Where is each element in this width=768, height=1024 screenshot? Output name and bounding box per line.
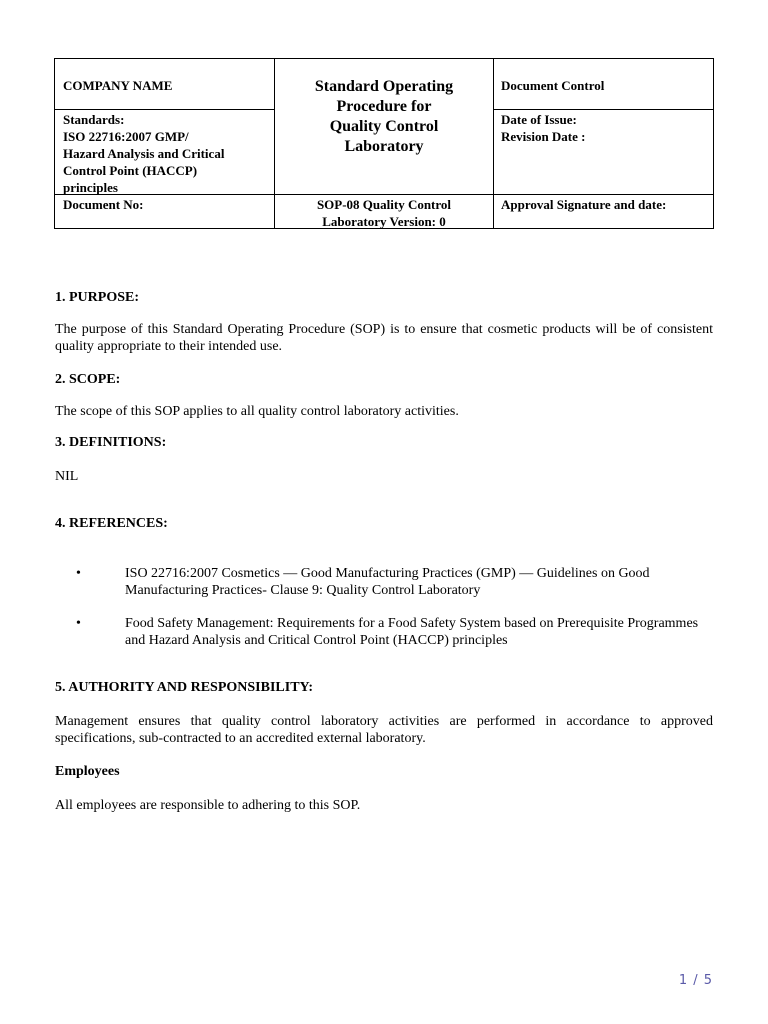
document-header-table bbox=[54, 58, 714, 229]
bullet: • bbox=[76, 616, 81, 631]
list-item bbox=[55, 615, 713, 649]
section-heading-references: 4. REFERENCES: bbox=[55, 516, 168, 531]
table-divider bbox=[493, 59, 494, 228]
standards-line: principles bbox=[63, 180, 118, 195]
sop-line: Laboratory Version: 0 bbox=[322, 214, 446, 229]
title-line: Procedure for bbox=[336, 98, 432, 115]
standards-line: ISO 22716:2007 GMP/ bbox=[63, 129, 189, 144]
subheading-employees: Employees bbox=[55, 764, 120, 779]
definitions-text: NIL bbox=[55, 469, 79, 484]
revision-date-label: Revision Date : bbox=[501, 129, 586, 144]
approval-cell: Approval Signature and date: bbox=[501, 197, 667, 212]
table-divider bbox=[55, 109, 274, 110]
title-line: Quality Control bbox=[329, 118, 439, 135]
document-body bbox=[55, 289, 713, 814]
standards-cell bbox=[63, 111, 273, 196]
purpose-text: The purpose of this Standard Operating Procedure (SOP) is to ensure that cosmetic products will be of consistent quality appropriate to their intended use. bbox=[55, 322, 713, 354]
section-heading-purpose: 1. PURPOSE: bbox=[55, 290, 139, 305]
page-indicator: 1 / 5 bbox=[678, 973, 713, 988]
document-no-cell: Document No: bbox=[63, 197, 144, 212]
scope-text: The scope of this SOP applies to all quality control laboratory activities. bbox=[55, 404, 459, 419]
issue-dates-cell bbox=[501, 111, 711, 145]
title-line: Laboratory bbox=[344, 138, 424, 155]
section-heading-authority: 5. AUTHORITY AND RESPONSIBILITY: bbox=[55, 680, 314, 695]
date-of-issue-label: Date of Issue: bbox=[501, 112, 577, 127]
sop-line: SOP-08 Quality Control bbox=[316, 197, 452, 212]
sop-version-cell bbox=[275, 196, 493, 230]
standards-line: Control Point (HACCP) bbox=[63, 163, 198, 178]
employees-text: All employees are responsible to adhering to this SOP. bbox=[55, 798, 361, 813]
reference-text: ISO 22716:2007 Cosmetics — Good Manufacturing Practices (GMP) — Guidelines on Good Manufacturing Practices- Clause 9: Quality Control Laboratory bbox=[125, 566, 650, 598]
list-item bbox=[55, 565, 713, 599]
bullet: • bbox=[76, 566, 81, 581]
authority-text: Management ensures that quality control laboratory activities are performed in accordance to approved specifications, sub-contracted to an accredited external laboratory. bbox=[55, 714, 713, 746]
document-control-cell: Document Control bbox=[501, 78, 605, 93]
standards-line: Hazard Analysis and Critical bbox=[63, 146, 225, 161]
section-heading-definitions: 3. DEFINITIONS: bbox=[55, 435, 167, 450]
table-divider bbox=[493, 109, 713, 110]
reference-text: Food Safety Management: Requirements for a Food Safety System based on Prerequisite Programmes and Hazard Analysis and Critical Control Point (HACCP) principles bbox=[125, 616, 699, 648]
standards-label: Standards: bbox=[63, 112, 125, 127]
references-list bbox=[55, 565, 713, 649]
company-name-cell: COMPANY NAME bbox=[63, 78, 173, 93]
title-line: Standard Operating bbox=[314, 78, 454, 95]
section-heading-scope: 2. SCOPE: bbox=[55, 372, 121, 387]
document-title bbox=[275, 77, 493, 157]
